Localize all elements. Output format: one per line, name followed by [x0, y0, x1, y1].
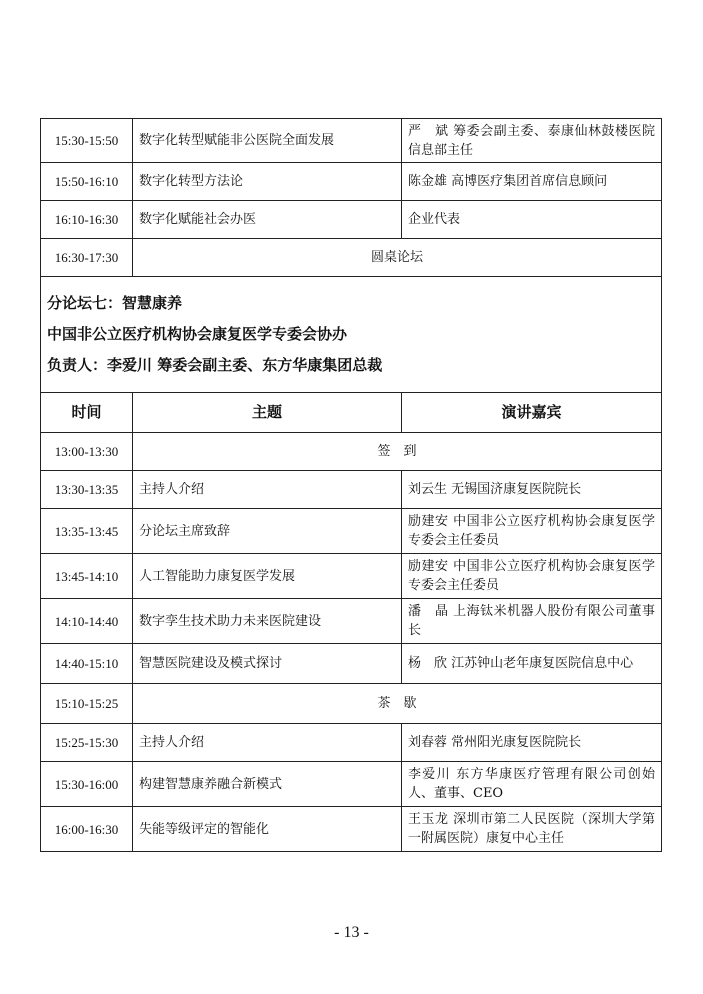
table-row [41, 807, 662, 852]
table-row [41, 471, 662, 509]
topic-cell: 数字化转型赋能非公医院全面发展 [133, 119, 402, 163]
time-cell: 14:10-14:40 [41, 599, 133, 644]
time-cell: 16:00-16:30 [41, 807, 133, 852]
time-cell: 16:10-16:30 [41, 201, 133, 239]
speaker-cell: 励建安 中国非公立医疗机构协会康复医学专委会主任委员 [402, 509, 662, 554]
time-cell: 15:25-15:30 [41, 724, 133, 762]
section-info [41, 277, 662, 393]
speaker-cell: 励建安 中国非公立医疗机构协会康复医学专委会主任委员 [402, 554, 662, 599]
table-row [41, 599, 662, 644]
section-title: 分论坛七：智慧康养 [47, 294, 183, 312]
time-cell: 16:30-17:30 [41, 239, 133, 277]
section-lead: 负责人：李爱川 筹委会副主委、东方华康集团总裁 [47, 356, 383, 374]
speaker-cell: 王玉龙 深圳市第二人民医院（深圳大学第一附属医院）康复中心主任 [402, 807, 662, 852]
table-row [41, 724, 662, 762]
topic-cell: 主持人介绍 [133, 471, 402, 509]
speaker-cell: 杨 欣 江苏钟山老年康复医院信息中心 [402, 644, 662, 684]
time-cell: 14:40-15:10 [41, 644, 133, 684]
time-cell: 13:00-13:30 [41, 433, 133, 471]
time-cell: 13:45-14:10 [41, 554, 133, 599]
header-time: 时间 [41, 393, 133, 433]
table-row [41, 554, 662, 599]
topic-cell: 数字化转型方法论 [133, 163, 402, 201]
section-header-row [41, 277, 662, 393]
tea-break-label: 茶 歇 [133, 684, 662, 724]
speaker-cell: 刘云生 无锡国济康复医院院长 [402, 471, 662, 509]
topic-cell: 数字化赋能社会办医 [133, 201, 402, 239]
tea-break-row [41, 684, 662, 724]
roundtable-row [41, 239, 662, 277]
table-row [41, 509, 662, 554]
speaker-cell: 严 斌 筹委会副主委、泰康仙林鼓楼医院信息部主任 [402, 119, 662, 163]
time-cell: 15:30-15:50 [41, 119, 133, 163]
time-cell: 15:30-16:00 [41, 762, 133, 807]
time-cell: 15:10-15:25 [41, 684, 133, 724]
section-cohost: 中国非公立医疗机构协会康复医学专委会协办 [47, 325, 348, 343]
checkin-label: 签 到 [133, 433, 662, 471]
schedule-table [40, 118, 662, 852]
topic-cell: 主持人介绍 [133, 724, 402, 762]
table-row [41, 119, 662, 163]
topic-cell: 数字孪生技术助力未来医院建设 [133, 599, 402, 644]
header-topic: 主题 [133, 393, 402, 433]
topic-cell: 智慧医院建设及模式探讨 [133, 644, 402, 684]
column-header-row [41, 393, 662, 433]
topic-cell: 失能等级评定的智能化 [133, 807, 402, 852]
topic-cell: 构建智慧康养融合新模式 [133, 762, 402, 807]
time-cell: 13:30-13:35 [41, 471, 133, 509]
topic-cell: 人工智能助力康复医学发展 [133, 554, 402, 599]
speaker-cell: 潘 晶 上海钛米机器人股份有限公司董事长 [402, 599, 662, 644]
table-row [41, 762, 662, 807]
roundtable-label: 圆桌论坛 [133, 239, 662, 277]
page-number: - 13 - [334, 924, 369, 941]
table-row [41, 163, 662, 201]
speaker-cell: 李爱川 东方华康医疗管理有限公司创始人、董事、CEO [402, 762, 662, 807]
header-speaker: 演讲嘉宾 [402, 393, 662, 433]
time-cell: 13:35-13:45 [41, 509, 133, 554]
speaker-cell: 陈金雄 高博医疗集团首席信息顾问 [402, 163, 662, 201]
table-row [41, 201, 662, 239]
topic-cell: 分论坛主席致辞 [133, 509, 402, 554]
speaker-cell: 刘春蓉 常州阳光康复医院院长 [402, 724, 662, 762]
time-cell: 15:50-16:10 [41, 163, 133, 201]
speaker-cell: 企业代表 [402, 201, 662, 239]
table-row [41, 644, 662, 684]
checkin-row [41, 433, 662, 471]
